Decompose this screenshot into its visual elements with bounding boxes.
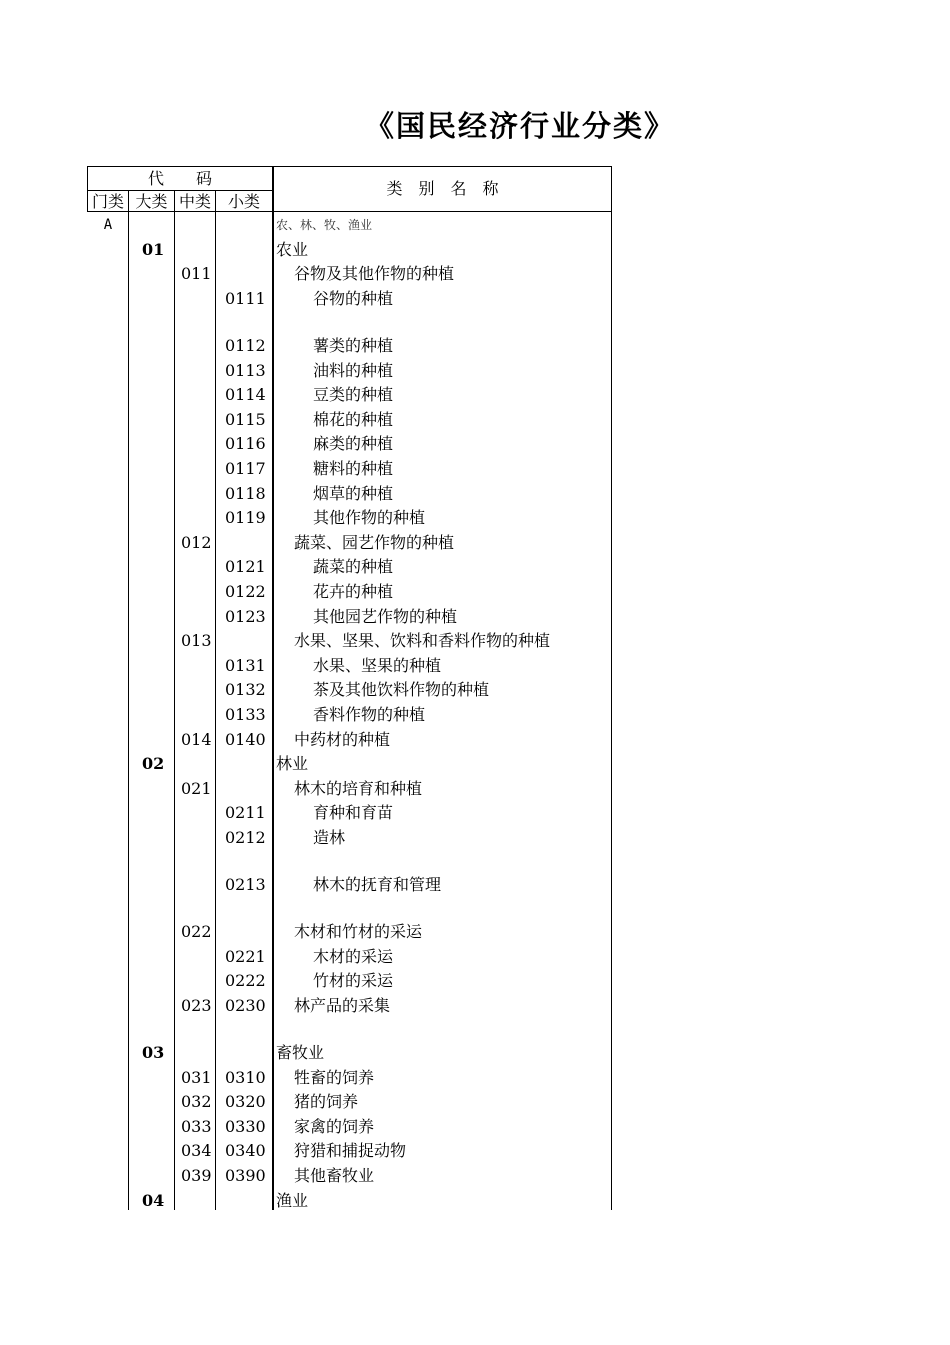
row-31-zhong: 031 (181, 1067, 212, 1087)
row-30-name: 畜牧业 (276, 1043, 325, 1062)
row-13-xiao: 0121 (225, 557, 266, 577)
table-top-border (87, 166, 611, 167)
row-14-xiao: 0122 (225, 581, 266, 601)
row-12-zhong: 012 (181, 532, 212, 552)
row-4-xiao: 0112 (225, 335, 266, 355)
row-33-zhong: 033 (181, 1116, 212, 1136)
row-20-zhong: 014 (181, 729, 212, 749)
row-6-name: 豆类的种植 (313, 385, 394, 405)
row-34-xiao: 0340 (225, 1141, 266, 1161)
row-35-name: 其他畜牧业 (294, 1166, 375, 1185)
col-divider-men (128, 190, 129, 1210)
row-15-name: 其他园艺作物的种植 (313, 606, 458, 626)
row-36-da: 04 (142, 1190, 165, 1210)
row-22-zhong: 021 (181, 778, 212, 798)
row-9-name: 糖料的种植 (313, 458, 394, 478)
row-34-name: 狩猎和捕捉动物 (294, 1141, 407, 1161)
row-24-xiao: 0212 (225, 827, 266, 847)
row-10-xiao: 0118 (225, 483, 266, 503)
row-9-xiao: 0117 (225, 458, 266, 478)
row-34-zhong: 034 (181, 1141, 212, 1161)
row-6-xiao: 0114 (225, 385, 266, 405)
row-29-xiao: 0230 (225, 995, 266, 1015)
row-36-name: 渔业 (276, 1190, 309, 1210)
row-4-name: 薯类的种植 (313, 335, 394, 355)
row-8-xiao: 0116 (225, 434, 266, 454)
row-19-name: 香料作物的种植 (313, 704, 426, 724)
header-zhong: 中类 (178, 192, 211, 211)
row-21-da: 02 (142, 754, 165, 774)
row-5-name: 油料的种植 (313, 360, 394, 380)
row-33-name: 家禽的饲养 (294, 1116, 375, 1136)
row-23-xiao: 0211 (225, 803, 266, 823)
row-22-name: 林木的培育和种植 (294, 778, 423, 798)
row-30-da: 03 (142, 1043, 165, 1062)
row-2-zhong: 011 (181, 264, 212, 284)
col-divider-zhong (215, 190, 216, 1210)
row-24-name: 造林 (313, 827, 346, 847)
row-19-xiao: 0133 (225, 704, 266, 724)
row-32-xiao: 0320 (225, 1092, 266, 1112)
row-31-xiao: 0310 (225, 1067, 266, 1087)
row-16-name: 水果、坚果、饮料和香料作物的种植 (294, 631, 551, 651)
row-28-name: 竹材的采运 (313, 971, 394, 991)
row-20-name: 中药材的种植 (294, 729, 391, 749)
row-33-xiao: 0330 (225, 1116, 266, 1136)
row-5-xiao: 0113 (225, 360, 266, 380)
row-3-name: 谷物的种植 (313, 288, 394, 308)
row-27-name: 木材的采运 (313, 946, 394, 966)
row-27-xiao: 0221 (225, 946, 266, 966)
row-31-name: 牲畜的饲养 (294, 1067, 375, 1087)
col-divider-da (174, 190, 175, 1210)
row-7-name: 棉花的种植 (313, 409, 394, 429)
row-35-xiao: 0390 (225, 1166, 266, 1185)
row-15-xiao: 0123 (225, 606, 266, 626)
row-11-name: 其他作物的种植 (313, 508, 426, 528)
row-10-name: 烟草的种植 (313, 483, 394, 503)
header-code-group: 代 码 (147, 169, 212, 188)
row-21-name: 林业 (276, 754, 309, 774)
row-1-da: 01 (142, 239, 165, 259)
row-32-zhong: 032 (181, 1092, 212, 1112)
header-da: 大类 (135, 192, 168, 211)
row-35-zhong: 039 (181, 1166, 212, 1185)
row-20-xiao: 0140 (225, 729, 266, 749)
row-23-name: 育种和育苗 (313, 803, 394, 823)
table-right-border (611, 166, 612, 1210)
row-16-zhong: 013 (181, 631, 212, 651)
row-32-name: 猪的饲养 (294, 1092, 359, 1112)
row-12-name: 蔬菜、园艺作物的种植 (294, 532, 455, 552)
row-17-xiao: 0131 (225, 655, 266, 675)
row-17-name: 水果、坚果的种植 (313, 655, 442, 675)
row-26-name: 木材和竹材的采运 (294, 922, 423, 942)
row-18-xiao: 0132 (225, 680, 266, 700)
header-name: 类 别 名 称 (386, 179, 499, 198)
row-25-xiao: 0213 (225, 875, 266, 894)
row-8-name: 麻类的种植 (313, 434, 394, 454)
row-11-xiao: 0119 (225, 508, 266, 528)
page-title: 《国民经济行业分类》 (364, 109, 675, 143)
row-0-name: 农、林、牧、渔业 (276, 218, 373, 232)
row-13-name: 蔬菜的种植 (313, 557, 394, 577)
row-1-name: 农业 (276, 239, 309, 259)
row-26-zhong: 022 (181, 922, 212, 942)
row-7-xiao: 0115 (225, 409, 266, 429)
row-3-xiao: 0111 (225, 288, 266, 308)
row-0-men: A (103, 217, 113, 233)
header-xiao: 小类 (227, 192, 260, 211)
row-18-name: 茶及其他饮料作物的种植 (313, 680, 490, 700)
col-divider-xiao (272, 166, 274, 1210)
row-28-xiao: 0222 (225, 971, 266, 991)
row-14-name: 花卉的种植 (313, 581, 394, 601)
row-29-zhong: 023 (181, 995, 212, 1015)
row-25-name: 林木的抚育和管理 (313, 875, 442, 894)
row-2-name: 谷物及其他作物的种植 (294, 264, 455, 284)
header-men: 门类 (91, 192, 124, 211)
row-29-name: 林产品的采集 (294, 995, 391, 1015)
